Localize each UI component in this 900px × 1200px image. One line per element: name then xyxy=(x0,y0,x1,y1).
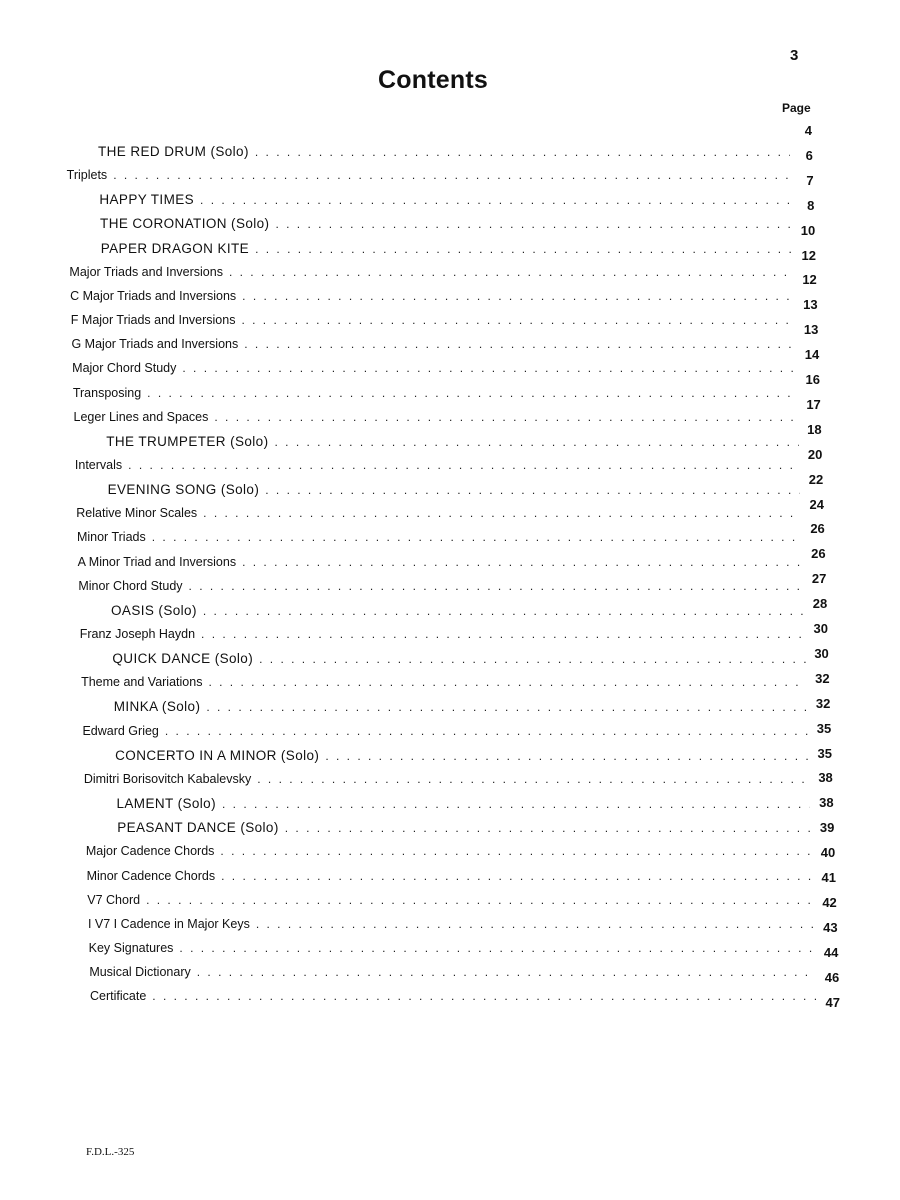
toc-entry xyxy=(117,820,811,840)
toc-page-number: 39 xyxy=(819,820,835,836)
toc-page-number: 46 xyxy=(824,969,840,985)
toc-page-number: 38 xyxy=(818,770,833,786)
toc-music-title: THE TRUMPETER (Solo) xyxy=(106,433,269,449)
toc-music-title: HAPPY TIMES xyxy=(99,192,195,208)
dot-leader xyxy=(182,361,796,375)
toc-page-number: 35 xyxy=(817,745,832,761)
toc-page-number: 43 xyxy=(823,919,838,935)
dot-leader xyxy=(257,772,809,786)
toc-entry xyxy=(117,796,811,816)
toc-music-title: PAPER DRAGON KITE xyxy=(100,240,250,256)
dot-leader xyxy=(220,844,811,858)
dot-leader xyxy=(200,193,791,207)
dot-leader xyxy=(285,821,811,835)
dot-leader xyxy=(128,458,799,472)
toc-entry xyxy=(84,772,809,792)
toc-entry xyxy=(115,748,808,768)
toc-music-title: PEASANT DANCE (Solo) xyxy=(117,820,279,836)
toc-entry xyxy=(67,168,791,188)
toc-entry xyxy=(87,869,813,889)
toc-page-number: 14 xyxy=(804,347,820,363)
toc-page-number: 47 xyxy=(825,994,840,1010)
toc-entry xyxy=(90,989,816,1009)
toc-entry xyxy=(78,555,803,575)
dot-leader xyxy=(147,386,797,400)
toc-entry xyxy=(69,265,793,285)
dot-leader xyxy=(221,869,812,883)
dot-leader xyxy=(259,652,805,666)
toc-topic-title: Leger Lines and Spaces xyxy=(73,409,209,424)
dot-leader xyxy=(275,217,792,231)
toc-topic-title: Musical Dictionary xyxy=(89,965,191,980)
toc-page-number: 38 xyxy=(819,795,834,811)
toc-page-number: 12 xyxy=(801,247,816,263)
toc-topic-title: C Major Triads and Inversions xyxy=(70,288,237,303)
dot-leader xyxy=(201,627,805,641)
toc-topic-title: Key Signatures xyxy=(88,940,174,955)
toc-entry xyxy=(74,410,799,430)
toc-page-number: 7 xyxy=(806,172,814,188)
toc-page-number: 6 xyxy=(805,147,813,163)
toc-page-number: 24 xyxy=(809,496,824,512)
dot-leader xyxy=(255,145,790,159)
toc-page-number: 32 xyxy=(815,695,831,711)
dot-leader xyxy=(203,604,804,618)
toc-entry xyxy=(80,627,805,647)
dot-leader xyxy=(244,337,796,351)
toc-entry xyxy=(101,241,793,261)
toc-topic-title: V7 Chord xyxy=(87,892,141,907)
toc-page-number: 13 xyxy=(803,297,818,313)
toc-music-title: LAMENT (Solo) xyxy=(116,796,216,812)
dot-leader xyxy=(222,797,810,811)
toc-entry xyxy=(108,482,801,502)
toc-topic-title: Major Triads and Inversions xyxy=(69,264,223,279)
toc-entry xyxy=(70,289,794,309)
toc-page-number: 18 xyxy=(807,421,822,437)
toc-page-number: 10 xyxy=(800,222,816,238)
toc-page-number: 30 xyxy=(813,621,828,636)
dot-leader xyxy=(206,700,807,714)
dot-leader xyxy=(208,675,806,689)
toc-page-number: 41 xyxy=(821,870,836,885)
toc-music-title: EVENING SONG (Solo) xyxy=(107,482,260,498)
toc-entry xyxy=(75,458,800,478)
toc-page-number: 42 xyxy=(822,894,837,910)
toc-page-number: 4 xyxy=(804,123,812,138)
toc-entry xyxy=(72,361,797,381)
toc-entry xyxy=(77,530,802,550)
toc-entry xyxy=(114,699,807,719)
toc-topic-title: I V7 I Cadence in Major Keys xyxy=(87,916,250,931)
dot-leader xyxy=(214,410,798,424)
toc-topic-title: Minor Chord Study xyxy=(78,578,183,593)
toc-topic-title: Major Cadence Chords xyxy=(85,844,215,859)
toc-entry xyxy=(89,965,815,985)
dot-leader xyxy=(325,749,808,763)
dot-leader xyxy=(241,313,795,327)
toc-page-number: 13 xyxy=(803,322,819,338)
dot-leader xyxy=(165,724,808,738)
toc-topic-title: Minor Cadence Chords xyxy=(86,868,216,883)
toc-music-title: OASIS (Solo) xyxy=(111,602,197,618)
toc-entry xyxy=(86,844,812,864)
page-number: 3 xyxy=(790,47,799,64)
toc-page-number: 35 xyxy=(816,720,832,736)
dot-leader xyxy=(203,506,801,520)
toc-topic-title: Certificate xyxy=(90,989,147,1004)
toc-topic-title: Minor Triads xyxy=(76,530,146,545)
toc-topic-title: F Major Triads and Inversions xyxy=(70,313,236,328)
toc-entry xyxy=(81,675,806,695)
toc-page-number: 12 xyxy=(802,272,817,288)
toc-entry xyxy=(89,941,815,961)
dot-leader xyxy=(275,435,799,449)
dot-leader xyxy=(179,941,814,955)
toc-entry xyxy=(98,144,790,164)
toc-topic-title: A Minor Triad and Inversions xyxy=(77,554,237,569)
toc-music-title: CONCERTO IN A MINOR (Solo) xyxy=(115,747,320,763)
page-title: Contents xyxy=(378,66,488,94)
page-column-label: Page xyxy=(782,101,811,115)
dot-leader xyxy=(242,555,803,569)
toc-page-number: 16 xyxy=(805,372,820,387)
toc-entry xyxy=(106,434,799,454)
toc-topic-title: Major Chord Study xyxy=(72,361,177,376)
toc-page-number: 27 xyxy=(811,571,827,587)
dot-leader xyxy=(146,893,813,907)
toc-page-number: 20 xyxy=(807,446,823,462)
toc-entry xyxy=(112,651,805,671)
toc-page-number: 30 xyxy=(814,645,829,661)
toc-music-title: THE RED DRUM (Solo) xyxy=(98,144,249,159)
dot-leader xyxy=(152,530,802,544)
toc-page-number: 44 xyxy=(823,944,839,960)
toc-topic-title: Triplets xyxy=(66,168,108,183)
toc-entry xyxy=(78,579,803,599)
toc-entry xyxy=(76,506,801,526)
toc-topic-title: Theme and Variations xyxy=(81,675,203,690)
toc-topic-title: G Major Triads and Inversions xyxy=(71,337,239,352)
dot-leader xyxy=(242,289,794,303)
toc-topic-title: Relative Minor Scales xyxy=(76,506,198,521)
toc-topic-title: Dimitri Borisovitch Kabalevsky xyxy=(83,771,252,786)
dot-leader xyxy=(197,965,816,979)
toc-entry xyxy=(82,724,807,744)
toc-page-number: 26 xyxy=(810,521,825,537)
toc-page-number: 8 xyxy=(807,197,815,213)
toc-music-title: QUICK DANCE (Solo) xyxy=(112,651,254,667)
toc-topic-title: Franz Joseph Haydn xyxy=(79,627,196,641)
toc-entry xyxy=(111,603,804,623)
dot-leader xyxy=(229,265,794,279)
dot-leader xyxy=(265,483,800,497)
dot-leader xyxy=(152,989,816,1003)
toc-entry xyxy=(100,216,792,236)
toc-entry xyxy=(87,893,813,913)
footer-code: F.D.L.-325 xyxy=(86,1146,135,1158)
toc-entry xyxy=(88,917,814,937)
toc-page-number: 28 xyxy=(812,596,828,612)
dot-leader xyxy=(113,168,791,182)
dot-leader xyxy=(255,242,793,256)
toc-page-number: 22 xyxy=(808,471,824,487)
toc-entry xyxy=(99,192,791,212)
toc-page-number: 26 xyxy=(811,546,826,562)
toc-page-number: 40 xyxy=(820,845,836,861)
toc-topic-title: Intervals xyxy=(74,457,123,472)
toc-topic-title: Edward Grieg xyxy=(82,723,159,738)
toc-topic-title: Transposing xyxy=(72,385,142,400)
toc-music-title: MINKA (Solo) xyxy=(113,699,201,715)
toc-music-title: THE CORONATION (Solo) xyxy=(100,216,270,232)
dot-leader xyxy=(256,917,814,931)
toc-entry xyxy=(71,337,795,357)
toc-page-number: 32 xyxy=(815,670,830,686)
toc-page-number: 17 xyxy=(806,396,821,412)
dot-leader xyxy=(189,579,804,593)
toc-entry xyxy=(71,313,795,333)
toc-entry xyxy=(73,386,798,406)
